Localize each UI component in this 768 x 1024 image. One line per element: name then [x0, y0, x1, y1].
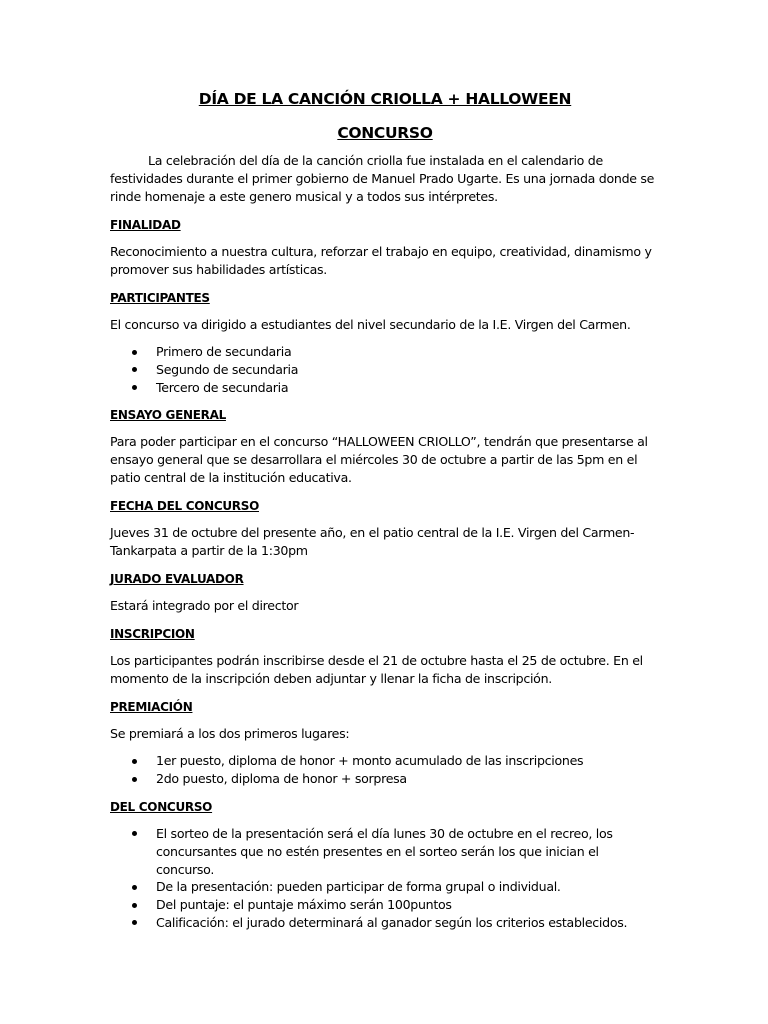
list-item — [110, 379, 660, 397]
bullet-list — [110, 752, 660, 788]
section-heading: ENSAYO GENERAL — [110, 408, 226, 423]
list-item — [110, 343, 660, 361]
section-ensayo-general — [110, 406, 660, 487]
document-page — [110, 88, 660, 932]
list-item — [110, 914, 660, 932]
list-item — [110, 361, 660, 379]
list-item-text: Calificación: el jurado determinará al ganador según los criterios establecidos. — [156, 914, 628, 930]
bullet-icon — [132, 350, 137, 355]
bullet-icon — [132, 367, 137, 372]
list-item — [110, 825, 660, 878]
section-finalidad — [110, 216, 660, 279]
list-item-text: De la presentación: pueden participar de forma grupal o individual. — [156, 879, 561, 895]
section-jurado-evaluador — [110, 570, 660, 615]
section-paragraph: Estará integrado por el director — [110, 598, 299, 614]
bullet-list — [110, 825, 660, 932]
list-item — [110, 770, 660, 788]
section-paragraph: Los participantes podrán inscribirse desde el 21 de octubre hasta el 25 de octubre. En el momento de la inscripción deben adjuntar y llenar la ficha de inscripción. — [110, 653, 643, 687]
bullet-icon — [132, 920, 137, 925]
intro-paragraph: La celebración del día de la canción criolla fue instalada en el calendario de festividades durante el primer gobierno de Manuel Prado Ugarte. Es una jornada donde se rinde homenaje a este genero musical y a todos sus intérpretes. — [110, 153, 655, 204]
section-premiacion — [110, 698, 660, 788]
section-paragraph: El concurso va dirigido a estudiantes del nivel secundario de la I.E. Virgen del Carmen. — [110, 317, 631, 332]
section-fecha-del-concurso — [110, 497, 660, 560]
document-title: DÍA DE LA CANCIÓN CRIOLLA + HALLOWEEN — [198, 90, 572, 108]
list-item-text: 2do puesto, diploma de honor + sorpresa — [156, 771, 407, 787]
bullet-icon — [132, 903, 137, 908]
section-del-concurso — [110, 798, 660, 932]
list-item-text: El sorteo de la presentación será el día lunes 30 de octubre en el recreo, los concursantes que no estén presentes en el sorteo serán los que inician el concurso. — [156, 825, 613, 877]
section-participantes — [110, 289, 660, 396]
section-paragraph: Jueves 31 de octubre del presente año, en el patio central de la I.E. Virgen del Carmen-Tankarpata a partir de la 1:30pm — [110, 525, 635, 559]
list-item — [110, 878, 660, 896]
list-item-text: Primero de secundaria — [156, 344, 292, 359]
bullet-list — [110, 343, 660, 396]
section-heading: JURADO EVALUADOR — [110, 572, 244, 587]
list-item-text: Tercero de secundaria — [156, 379, 289, 395]
section-inscripcion — [110, 625, 660, 688]
list-item-text: Del puntaje: el puntaje máximo serán 100puntos — [156, 897, 452, 913]
list-item-text: Segundo de secundaria — [156, 361, 299, 377]
list-item — [110, 752, 660, 770]
section-heading: INSCRIPCION — [110, 627, 195, 642]
document-subtitle: CONCURSO — [337, 124, 433, 142]
bullet-icon — [132, 885, 137, 890]
section-paragraph: Se premiará a los dos primeros lugares: — [110, 726, 350, 742]
bullet-icon — [132, 385, 137, 390]
bullet-icon — [132, 831, 137, 836]
bullet-icon — [132, 777, 137, 782]
section-heading: FECHA DEL CONCURSO — [110, 499, 259, 514]
list-item — [110, 896, 660, 914]
section-heading: DEL CONCURSO — [110, 799, 213, 814]
section-heading: PARTICIPANTES — [110, 291, 210, 305]
section-paragraph: Reconocimiento a nuestra cultura, reforzar el trabajo en equipo, creatividad, dinamismo y promover sus habilidades artísticas. — [110, 244, 652, 277]
section-heading: FINALIDAD — [110, 218, 181, 232]
section-paragraph: Para poder participar en el concurso “HALLOWEEN CRIOLLO”, tendrán que presentarse al ensayo general que se desarrollara el miércoles 30 de octubre a partir de las 5pm en el patio central de la institución educativa. — [110, 434, 648, 486]
bullet-icon — [132, 759, 137, 764]
section-heading: PREMIACIÓN — [110, 700, 193, 715]
list-item-text: 1er puesto, diploma de honor + monto acumulado de las inscripciones — [156, 753, 584, 769]
